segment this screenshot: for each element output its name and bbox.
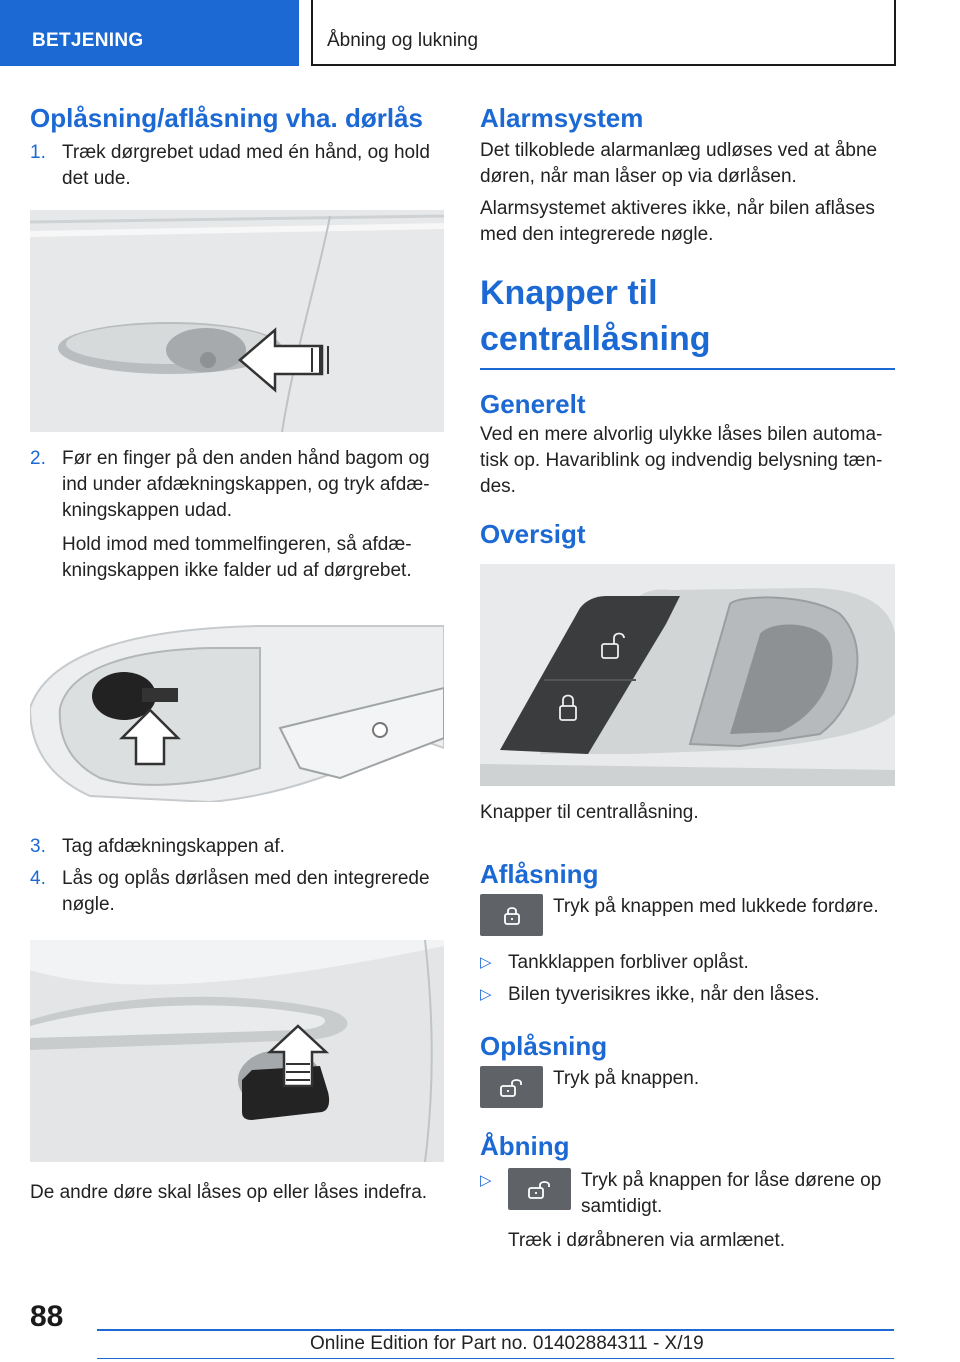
left-column xyxy=(30,100,444,1206)
step-2 xyxy=(30,446,444,524)
bullet-triangle-icon: ▷ xyxy=(480,1172,492,1189)
photo-key-in-lock xyxy=(30,940,444,1162)
photo-door-handle xyxy=(30,210,444,432)
overview-caption: Knapper til centrallåsning. xyxy=(480,802,699,823)
heading-lock: Aflåsning xyxy=(480,859,599,889)
heading-open: Åbning xyxy=(480,1131,570,1161)
step-1 xyxy=(30,140,444,192)
general-text: Ved en mere alvorlig ulykke låses bilen automa-tisk op. Havariblink og indvendig belysning tæn-des. xyxy=(480,424,883,497)
step-text: Lås og oplås dørlåsen med den integrerede nøgle. xyxy=(62,868,430,915)
lock-text: Tryk på knappen med lukkede fordøre. xyxy=(553,896,879,917)
heading-door-lock: Oplåsning/aflåsning vha. dørlås xyxy=(30,103,423,133)
header-chapter-box xyxy=(311,0,896,66)
header-section-tab xyxy=(0,0,299,66)
step-text: Før en finger på den anden hånd bagom og ind under afdækningskappen, og tryk afdæ-kningskappen udad. xyxy=(62,448,430,521)
footer-rule xyxy=(97,1329,894,1331)
heading-general: Generelt xyxy=(480,389,586,419)
right-column xyxy=(480,100,895,1254)
heading-alarm: Alarmsystem xyxy=(480,103,644,133)
step-number: 3. xyxy=(30,836,46,857)
step-4 xyxy=(30,866,444,918)
footer-rule-bottom xyxy=(97,1358,894,1359)
open-bullet xyxy=(480,1168,895,1220)
lock-bullet xyxy=(480,982,895,1008)
photo-cap-removal xyxy=(30,618,444,802)
unlock-instruction xyxy=(480,1066,895,1108)
lock-open-icon xyxy=(480,1066,543,1108)
open-note: Træk i døråbneren via armlænet. xyxy=(508,1230,786,1251)
bullet-triangle-icon: ▷ xyxy=(480,954,492,971)
header-chapter-label: Åbning og lukning xyxy=(327,30,479,51)
step-number: 2. xyxy=(30,448,46,469)
heading-overview: Oversigt xyxy=(480,519,586,549)
heading-central-locking: Knapper til centrallåsning xyxy=(480,270,895,370)
heading-unlock: Oplåsning xyxy=(480,1031,608,1061)
lock-closed-icon xyxy=(480,894,543,936)
photo-central-lock-buttons xyxy=(480,564,895,786)
closing-note: De andre døre skal låses op eller låses indefra. xyxy=(30,1182,428,1203)
header-section-label: BETJENING xyxy=(32,30,144,51)
bullet-text: Tankklappen forbliver oplåst. xyxy=(508,952,749,973)
open-instruction xyxy=(508,1168,895,1220)
alarm-text-1: Det tilkoblede alarmanlæg udløses ved at åbne døren, når man låser op via dørlåsen. xyxy=(480,140,878,187)
lock-open-icon xyxy=(508,1168,571,1210)
page-number: 88 xyxy=(30,1300,64,1333)
step-text: Træk dørgrebet udad med én hånd, og hold det ude. xyxy=(62,142,430,189)
unlock-text: Tryk på knappen. xyxy=(553,1068,700,1089)
footer-edition: Online Edition for Part no. 01402884311 - X/19 xyxy=(310,1333,704,1354)
lock-instruction xyxy=(480,894,895,936)
step-number: 4. xyxy=(30,868,46,889)
lock-bullet xyxy=(480,950,895,976)
step-number: 1. xyxy=(30,142,46,163)
step-3 xyxy=(30,834,444,860)
step-2-note: Hold imod med tommelfingeren, så afdæ-kningskappen ikke falder ud af dørgrebet. xyxy=(62,534,412,581)
bullet-triangle-icon: ▷ xyxy=(480,986,492,1003)
bullet-text: Bilen tyverisikres ikke, når den låses. xyxy=(508,984,820,1005)
alarm-text-2: Alarmsystemet aktiveres ikke, når bilen aflåses med den integrerede nøgle. xyxy=(480,198,875,245)
step-text: Tag afdækningskappen af. xyxy=(62,836,285,857)
open-text: Tryk på knappen for låse dørene op samtidigt. xyxy=(581,1170,882,1217)
